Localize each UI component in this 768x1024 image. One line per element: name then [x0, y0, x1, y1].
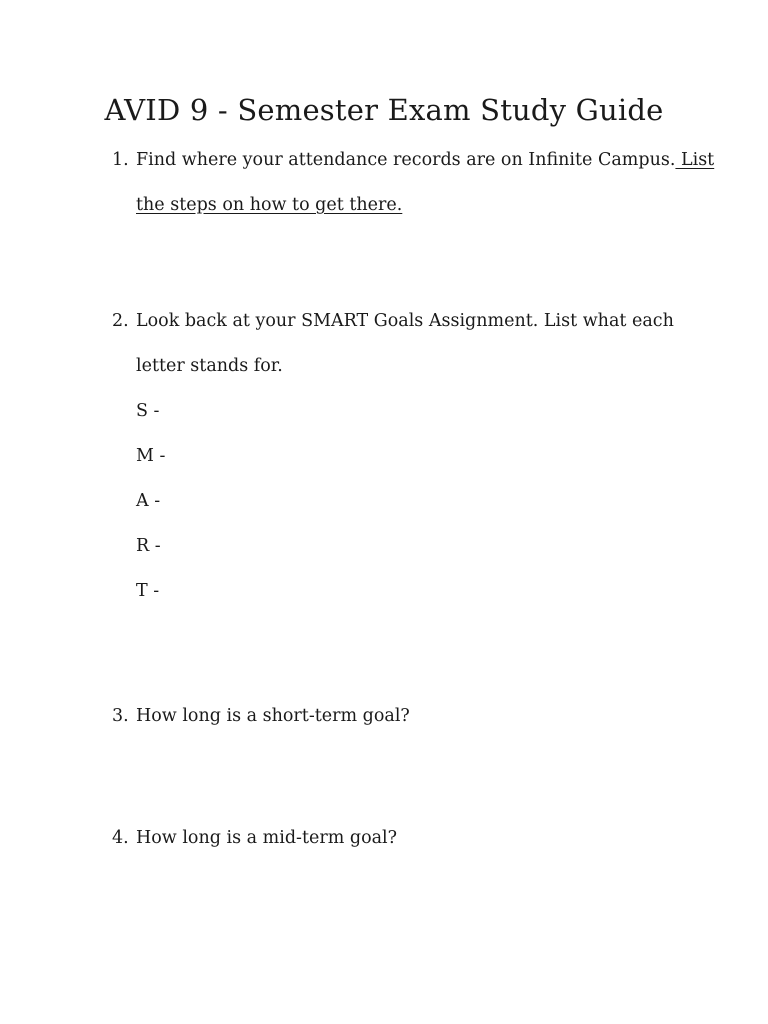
page-title: AVID 9 - Semester Exam Study Guide — [104, 93, 664, 127]
smart-letter-r: R - — [136, 536, 161, 556]
question-body — [136, 138, 715, 228]
question-body — [136, 694, 672, 739]
question-number: 2. — [112, 311, 129, 331]
smart-letter-t: T - — [136, 581, 160, 601]
question-number: 3. — [112, 706, 129, 726]
question-text-line: letter stands for. — [136, 356, 283, 376]
question-text-line: Look back at your SMART Goals Assignment. List what each — [136, 311, 674, 331]
smart-letter-s: S - — [136, 401, 160, 421]
question-number: 1. — [112, 150, 129, 170]
underlined-instruction: List — [675, 150, 715, 170]
question-body — [136, 299, 672, 614]
smart-letter-a: A - — [136, 491, 161, 511]
question-body — [136, 816, 672, 861]
question-2 — [112, 299, 672, 614]
question-number: 4. — [112, 828, 129, 848]
question-4 — [112, 816, 672, 861]
question-text-line — [136, 138, 715, 183]
smart-letter-m: M - — [136, 446, 166, 466]
question-3 — [112, 694, 672, 739]
question-1 — [112, 138, 715, 228]
question-text: How long is a short-term goal? — [136, 706, 410, 726]
question-text: Find where your attendance records are on Infinite Campus. — [136, 150, 676, 170]
question-text: How long is a mid-term goal? — [136, 828, 398, 848]
underlined-instruction-continued: the steps on how to get there. — [136, 195, 403, 215]
